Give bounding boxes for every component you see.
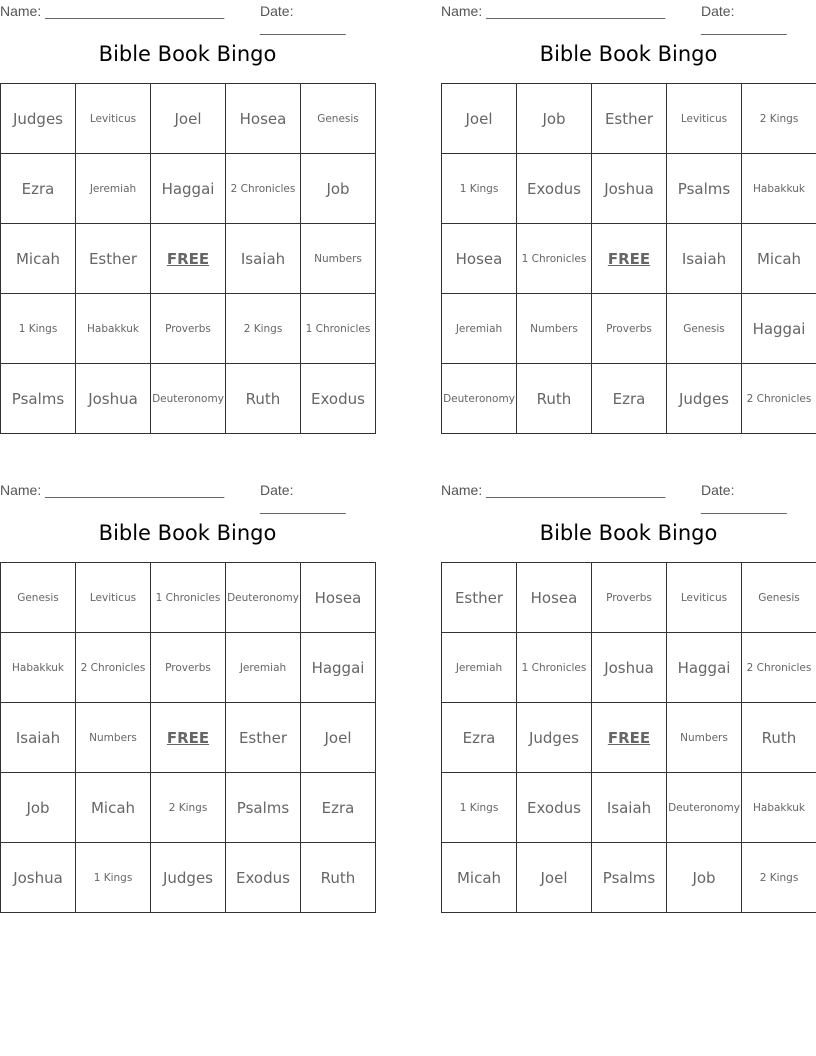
card-header: [441, 479, 816, 514]
bingo-cell: Leviticus: [667, 563, 742, 633]
grid-row: [442, 224, 816, 294]
bingo-cell: Deuteronomy: [151, 364, 226, 434]
bingo-cell: 2 Kings: [742, 843, 816, 913]
bingo-cell: Joel: [301, 703, 376, 773]
bingo-cell: Joel: [442, 84, 517, 154]
card-title: Bible Book Bingo: [539, 42, 718, 66]
card-header: [0, 0, 375, 35]
date-field-label: Date: ___________: [701, 3, 787, 35]
bingo-cell: Micah: [1, 224, 76, 294]
card-title: Bible Book Bingo: [98, 521, 277, 545]
bingo-card-2: [441, 0, 816, 440]
bingo-cell: Numbers: [76, 703, 151, 773]
bingo-cell: Haggai: [151, 154, 226, 224]
bingo-cell: Psalms: [667, 154, 742, 224]
grid-row: [1, 703, 376, 773]
card-header: [441, 0, 816, 35]
bingo-cell: Numbers: [517, 294, 592, 364]
name-field-label: Name: _______________________: [0, 3, 225, 19]
bingo-cell: 2 Kings: [151, 773, 226, 843]
bingo-grid: [441, 562, 816, 913]
bingo-cell: Esther: [442, 563, 517, 633]
bingo-cell: Isaiah: [592, 773, 667, 843]
free-space-cell: FREE: [151, 224, 226, 294]
bingo-cell: Ezra: [592, 364, 667, 434]
card-header: [0, 479, 375, 514]
bingo-cell: Psalms: [1, 364, 76, 434]
bingo-cell: Ruth: [517, 364, 592, 434]
bingo-cell: Habakkuk: [1, 633, 76, 703]
bingo-cell: Joshua: [1, 843, 76, 913]
card-title: Bible Book Bingo: [98, 42, 277, 66]
bingo-cell: 2 Chronicles: [742, 633, 816, 703]
grid-row: [1, 224, 376, 294]
bingo-cell: Leviticus: [667, 84, 742, 154]
bingo-cell: Micah: [442, 843, 517, 913]
grid-row: [442, 364, 816, 434]
bingo-cell: Isaiah: [1, 703, 76, 773]
bingo-cell: 1 Kings: [442, 773, 517, 843]
bingo-cell: Genesis: [301, 84, 376, 154]
bingo-cell: 2 Chronicles: [742, 364, 816, 434]
bingo-card-4: [441, 479, 816, 919]
name-field-label: Name: _______________________: [441, 3, 666, 19]
bingo-cell: Habakkuk: [76, 294, 151, 364]
grid-row: [442, 703, 816, 773]
date-field-label: Date: ___________: [260, 482, 346, 514]
bingo-cell: Psalms: [226, 773, 301, 843]
bingo-cell: Jeremiah: [442, 633, 517, 703]
bingo-cell: Joel: [151, 84, 226, 154]
bingo-cell: Psalms: [592, 843, 667, 913]
bingo-cell: Genesis: [667, 294, 742, 364]
bingo-cell: Haggai: [667, 633, 742, 703]
bingo-cell: Jeremiah: [76, 154, 151, 224]
grid-row: [442, 294, 816, 364]
name-field-label: Name: _______________________: [0, 482, 225, 498]
bingo-cell: Joshua: [592, 154, 667, 224]
bingo-cell: Micah: [76, 773, 151, 843]
bingo-cell: Hosea: [442, 224, 517, 294]
grid-row: [442, 563, 816, 633]
bingo-cell: 2 Kings: [742, 84, 816, 154]
bingo-cell: Proverbs: [592, 294, 667, 364]
grid-row: [1, 154, 376, 224]
grid-row: [442, 154, 816, 224]
bingo-cell: Judges: [517, 703, 592, 773]
bingo-cell: Ruth: [226, 364, 301, 434]
grid-row: [1, 563, 376, 633]
bingo-cell: Isaiah: [226, 224, 301, 294]
bingo-cell: 1 Kings: [76, 843, 151, 913]
bingo-cell: Esther: [592, 84, 667, 154]
bingo-cell: Judges: [151, 843, 226, 913]
grid-row: [1, 773, 376, 843]
bingo-cell: Numbers: [667, 703, 742, 773]
bingo-cell: 1 Chronicles: [517, 224, 592, 294]
bingo-cell: Exodus: [517, 773, 592, 843]
bingo-cell: Proverbs: [151, 294, 226, 364]
bingo-cell: Deuteronomy: [667, 773, 742, 843]
grid-row: [442, 633, 816, 703]
bingo-cell: Deuteronomy: [226, 563, 301, 633]
bingo-cell: Isaiah: [667, 224, 742, 294]
bingo-grid: [0, 83, 376, 434]
bingo-card-1: [0, 0, 375, 440]
bingo-cell: Numbers: [301, 224, 376, 294]
bingo-cell: Exodus: [226, 843, 301, 913]
bingo-cell: Haggai: [742, 294, 816, 364]
bingo-cell: Habakkuk: [742, 773, 816, 843]
grid-row: [1, 633, 376, 703]
free-space-cell: FREE: [592, 703, 667, 773]
name-field-label: Name: _______________________: [441, 482, 666, 498]
bingo-cell: Genesis: [1, 563, 76, 633]
bingo-cell: Ezra: [301, 773, 376, 843]
grid-row: [442, 84, 816, 154]
bingo-cell: Esther: [226, 703, 301, 773]
bingo-cell: Leviticus: [76, 84, 151, 154]
grid-row: [442, 843, 816, 913]
grid-row: [1, 843, 376, 913]
bingo-cell: 1 Chronicles: [517, 633, 592, 703]
bingo-grid: [0, 562, 376, 913]
free-space-cell: FREE: [592, 224, 667, 294]
bingo-cell: Jeremiah: [226, 633, 301, 703]
bingo-cell: Hosea: [517, 563, 592, 633]
bingo-cell: 1 Kings: [442, 154, 517, 224]
bingo-cell: Haggai: [301, 633, 376, 703]
bingo-cell: Job: [517, 84, 592, 154]
date-field-label: Date: ___________: [701, 482, 787, 514]
bingo-cell: Ruth: [301, 843, 376, 913]
bingo-cell: Deuteronomy: [442, 364, 517, 434]
bingo-cell: Joshua: [592, 633, 667, 703]
card-title: Bible Book Bingo: [539, 521, 718, 545]
bingo-cell: Hosea: [301, 563, 376, 633]
bingo-cell: 1 Chronicles: [301, 294, 376, 364]
bingo-cell: Jeremiah: [442, 294, 517, 364]
bingo-cell: Ruth: [742, 703, 816, 773]
bingo-cell: Leviticus: [76, 563, 151, 633]
bingo-cell: Ezra: [1, 154, 76, 224]
bingo-grid: [441, 83, 816, 434]
grid-row: [1, 364, 376, 434]
bingo-cell: Exodus: [517, 154, 592, 224]
bingo-cell: 2 Chronicles: [226, 154, 301, 224]
bingo-cell: Habakkuk: [742, 154, 816, 224]
bingo-cell: Micah: [742, 224, 816, 294]
grid-row: [1, 84, 376, 154]
bingo-cell: Esther: [76, 224, 151, 294]
bingo-cell: Genesis: [742, 563, 816, 633]
bingo-cell: Exodus: [301, 364, 376, 434]
bingo-cell: 2 Chronicles: [76, 633, 151, 703]
grid-row: [1, 294, 376, 364]
bingo-cell: 1 Kings: [1, 294, 76, 364]
bingo-cell: Joel: [517, 843, 592, 913]
bingo-cell: Job: [301, 154, 376, 224]
grid-row: [442, 773, 816, 843]
bingo-cell: Joshua: [76, 364, 151, 434]
bingo-cell: Job: [667, 843, 742, 913]
bingo-card-3: [0, 479, 375, 919]
bingo-cell: 2 Kings: [226, 294, 301, 364]
bingo-cell: Proverbs: [592, 563, 667, 633]
bingo-cell: Judges: [667, 364, 742, 434]
bingo-cell: Proverbs: [151, 633, 226, 703]
bingo-cell: Hosea: [226, 84, 301, 154]
bingo-cell: 1 Chronicles: [151, 563, 226, 633]
free-space-cell: FREE: [151, 703, 226, 773]
bingo-cell: Job: [1, 773, 76, 843]
date-field-label: Date: ___________: [260, 3, 346, 35]
bingo-cell: Judges: [1, 84, 76, 154]
bingo-cell: Ezra: [442, 703, 517, 773]
